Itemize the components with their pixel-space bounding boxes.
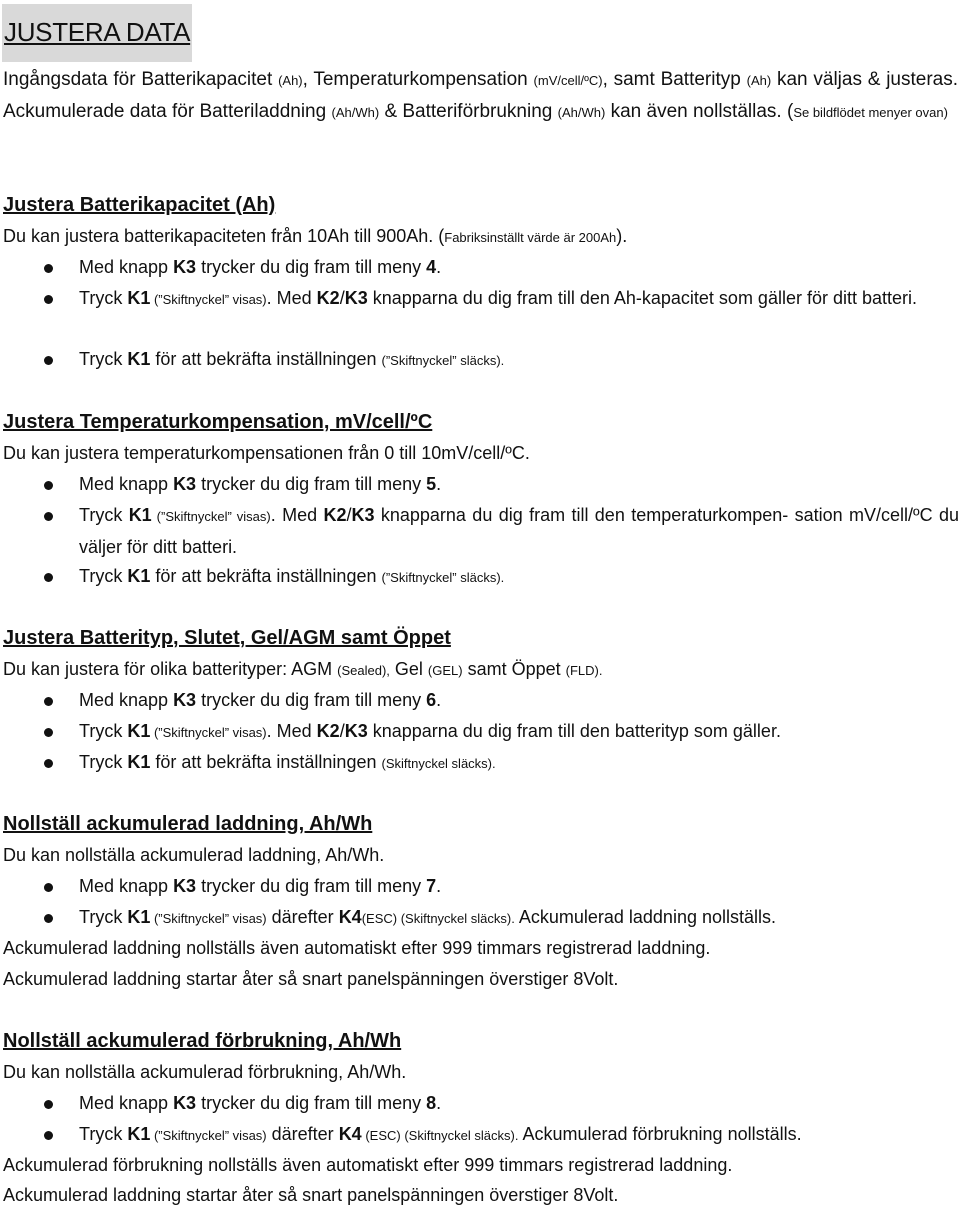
text: Gel (389, 659, 428, 679)
note: (”Skiftnyckel” visas) (150, 911, 267, 926)
text: trycker du dig fram till meny (196, 690, 427, 710)
section-heading-temperature: Justera Temperaturkompensation, mV/cell/ºC (3, 411, 433, 433)
note: (”Skiftnyckel” visas) (150, 1128, 267, 1143)
section-heading-capacity: Justera Batterikapacitet (Ah) (3, 194, 276, 216)
note: (Sealed), (337, 663, 390, 678)
key-label: K3 (351, 505, 375, 525)
bullet-text (79, 469, 959, 500)
bullet-text (79, 747, 959, 779)
intro-unit: (Ah) (746, 73, 772, 88)
note: (ESC) (Skiftnyckel släcks). (361, 1128, 519, 1143)
note: (GEL) (427, 663, 463, 678)
text: Med knapp (79, 876, 174, 896)
text: . Med (270, 505, 324, 525)
bullet-text (79, 344, 959, 376)
intro-text: kan även nollställas. ( (610, 101, 794, 122)
text: Du kan justera för olika batterityper: AGM (3, 659, 338, 679)
text: . (436, 876, 442, 896)
key-label: K1 (127, 1124, 151, 1144)
intro-text: & Batteriförbrukning (384, 101, 553, 122)
text: Tryck (79, 752, 128, 772)
bullet-text (79, 1088, 959, 1119)
key-label: K1 (127, 752, 151, 772)
note: (”Skiftnyckel” släcks). (381, 353, 505, 368)
bullet-text (79, 500, 959, 563)
bullet-text (79, 902, 959, 934)
bullet-icon (44, 697, 53, 706)
note: (”Skiftnyckel” visas) (150, 725, 267, 740)
key-label: K1 (127, 907, 151, 927)
key-label: K3 (173, 474, 197, 494)
key-label: K1 (127, 288, 151, 308)
intro-unit: (mV/cell/ºC) (533, 73, 603, 88)
note-line: Ackumulerad laddning startar åter så snart panelspänningen överstiger 8Volt. (3, 969, 619, 989)
bullet-icon (44, 759, 53, 768)
text: knapparna du dig fram till den batterityp som gäller. (367, 721, 781, 741)
intro-unit: (Ah/Wh) (557, 105, 606, 120)
text: . (436, 474, 442, 494)
text: Med knapp (79, 257, 174, 277)
key-label: K1 (127, 721, 151, 741)
text: trycker du dig fram till meny (196, 1093, 427, 1113)
text: Tryck (79, 721, 128, 741)
menu-number: 7 (426, 876, 437, 896)
text: Tryck (79, 566, 128, 586)
key-label: K2 (323, 505, 347, 525)
section-heading-reset-consumption: Nollställ ackumulerad förbrukning, Ah/Wh (3, 1030, 402, 1052)
menu-number: 6 (426, 690, 437, 710)
text: Tryck (79, 907, 128, 927)
note: (”Skiftnyckel” visas) (150, 292, 267, 307)
bullet-icon (44, 883, 53, 892)
bullet-text (79, 283, 959, 315)
text: för att bekräfta inställningen (150, 349, 382, 369)
bullet-icon (44, 1131, 53, 1140)
text: . (436, 690, 442, 710)
intro-paragraph (3, 64, 958, 128)
intro-note: Se bildflödet menyer ovan) (793, 105, 948, 120)
text: Ackumulerad förbrukning nollställs. (518, 1124, 802, 1144)
bullet-text (79, 716, 959, 748)
text: trycker du dig fram till meny (196, 474, 427, 494)
menu-number: 8 (426, 1093, 437, 1113)
text: Med knapp (79, 690, 174, 710)
note: (”Skiftnyckel” släcks). (381, 570, 505, 585)
bullet-icon (44, 728, 53, 737)
key-label: K3 (344, 721, 368, 741)
note-line: Ackumulerad laddning nollställs även automatiskt efter 999 timmars registrerad laddning. (3, 938, 711, 958)
key-label: K3 (173, 1093, 197, 1113)
key-label: K3 (173, 690, 197, 710)
text: trycker du dig fram till meny (196, 876, 427, 896)
text: Ackumulerad laddning nollställs. (514, 907, 776, 927)
text: . (436, 1093, 442, 1113)
text: Tryck (79, 1124, 128, 1144)
key-label: K1 (128, 505, 152, 525)
key-label: K1 (127, 566, 151, 586)
section-heading-reset-charge: Nollställ ackumulerad laddning, Ah/Wh (3, 813, 373, 835)
key-label: K3 (173, 257, 197, 277)
bullet-icon (44, 264, 53, 273)
intro-unit: (Ah) (278, 73, 303, 88)
text: knapparna du dig fram till den temperaturkompen- sation mV/cell/ºC du väljer för ditt batteri. (79, 505, 959, 557)
text: Tryck (79, 349, 128, 369)
note-line: Ackumulerad laddning startar åter så snart panelspänningen överstiger 8Volt. (3, 1185, 619, 1205)
note: (Skiftnyckel släcks). (381, 756, 496, 771)
intro-text: Ingångsdata för Batterikapacitet (3, 69, 273, 90)
text: trycker du dig fram till meny (196, 257, 427, 277)
section-desc-reset-consumption: Du kan nollställa ackumulerad förbrukning, Ah/Wh. (3, 1062, 407, 1082)
intro-text: , samt Batterityp (602, 69, 741, 90)
text: Tryck (79, 505, 129, 525)
bullet-icon (44, 481, 53, 490)
text: Med knapp (79, 1093, 174, 1113)
intro-unit: (Ah/Wh) (331, 105, 380, 120)
text: knapparna du dig fram till den Ah-kapacitet som gäller för ditt batteri. (367, 288, 918, 308)
note: (FLD). (565, 663, 603, 678)
section-heading-battery-type: Justera Batterityp, Slutet, Gel/AGM samt Öppet (3, 627, 451, 649)
page-title: JUSTERA DATA (2, 4, 192, 62)
text: . Med (266, 288, 317, 308)
bullet-text (79, 561, 959, 593)
text: / (339, 288, 345, 308)
section-desc-battery-type (3, 654, 602, 686)
bullet-icon (44, 573, 53, 582)
text: därefter (266, 1124, 339, 1144)
text: Tryck (79, 288, 128, 308)
desc-text: ). (616, 226, 628, 246)
text: för att bekräfta inställningen (150, 566, 382, 586)
note: (”Skiftnyckel” visas) (151, 509, 271, 524)
bullet-text (79, 871, 959, 902)
bullet-icon (44, 914, 53, 923)
text: . (436, 257, 442, 277)
text: för att bekräfta inställningen (150, 752, 382, 772)
menu-number: 4 (426, 257, 437, 277)
section-desc-capacity (3, 221, 627, 253)
text: / (346, 505, 352, 525)
key-label: K4 (338, 1124, 362, 1144)
bullet-icon (44, 1100, 53, 1109)
text: samt Öppet (462, 659, 566, 679)
bullet-text (79, 1119, 959, 1151)
intro-text: kan väljas & justeras. Ackumulerade data för Batteriladdning (3, 69, 958, 122)
intro-text: , Temperaturkompensation (302, 69, 528, 90)
key-label: K4 (338, 907, 362, 927)
desc-text: Du kan justera batterikapaciteten från 10Ah till 900Ah. ( (3, 226, 445, 246)
section-desc-reset-charge: Du kan nollställa ackumulerad laddning, Ah/Wh. (3, 845, 385, 865)
menu-number: 5 (426, 474, 437, 494)
key-label: K1 (127, 349, 151, 369)
key-label: K2 (316, 288, 340, 308)
text: därefter (266, 907, 339, 927)
bullet-icon (44, 356, 53, 365)
text: / (339, 721, 345, 741)
text: Med knapp (79, 474, 174, 494)
key-label: K3 (344, 288, 368, 308)
section-desc-temperature: Du kan justera temperaturkompensationen från 0 till 10mV/cell/ºC. (3, 443, 530, 463)
text: . Med (266, 721, 317, 741)
key-label: K2 (316, 721, 340, 741)
bullet-text (79, 252, 959, 283)
bullet-text (79, 685, 959, 716)
note: (ESC) (Skiftnyckel släcks). (361, 911, 515, 926)
key-label: K3 (173, 876, 197, 896)
bullet-icon (44, 512, 53, 521)
desc-note: Fabriksinställt värde är 200Ah (444, 230, 617, 245)
note-line: Ackumulerad förbrukning nollställs även automatiskt efter 999 timmars registrerad laddning. (3, 1155, 733, 1175)
bullet-icon (44, 295, 53, 304)
